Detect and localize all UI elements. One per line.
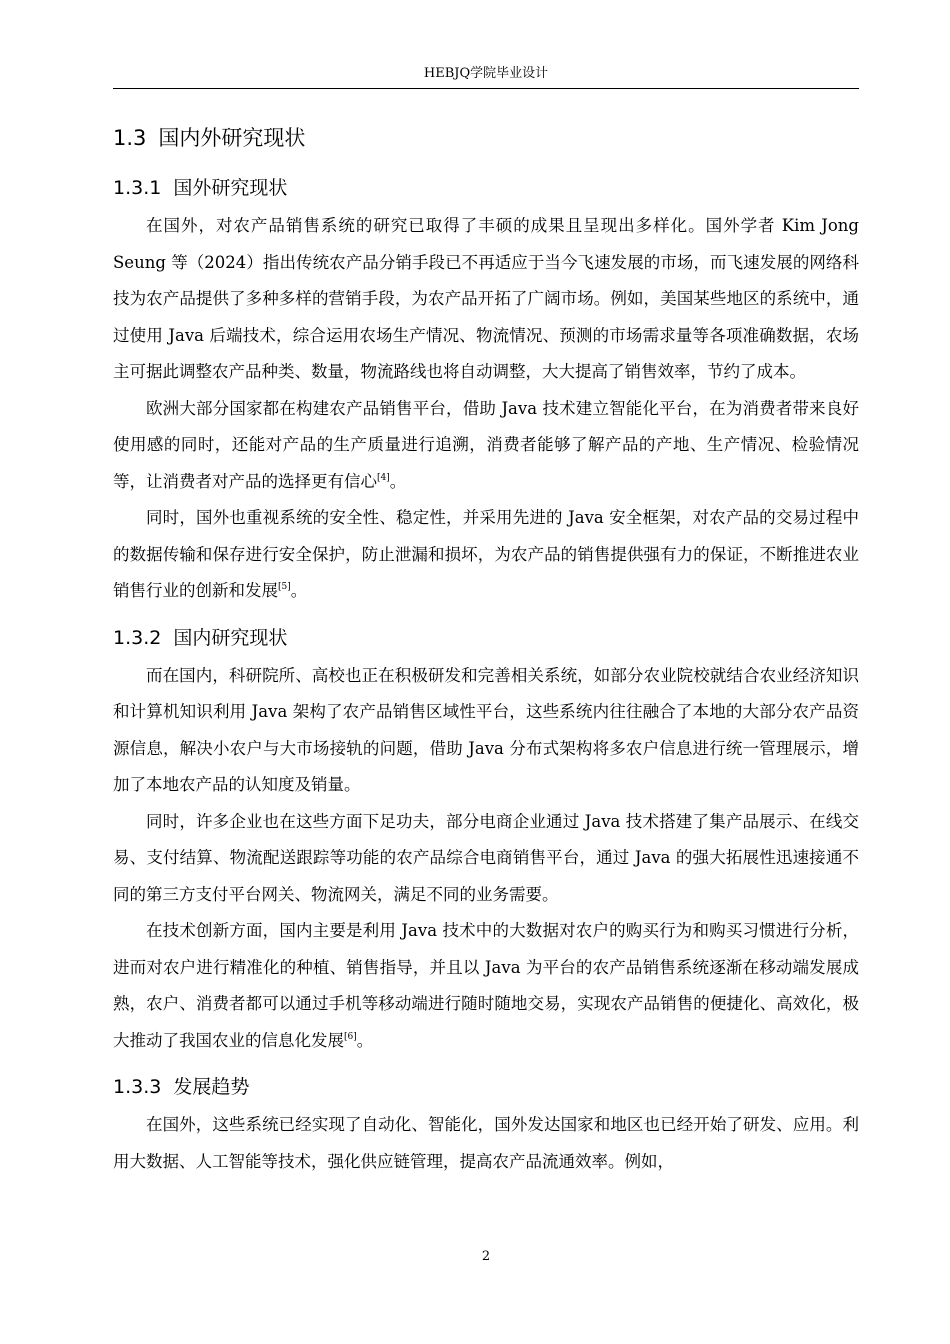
subsection-heading-foreign xyxy=(113,168,859,208)
document-body xyxy=(113,118,859,1180)
header-rule xyxy=(113,88,859,89)
subsection-number: 1.3.3 xyxy=(113,1076,162,1098)
citation-ref: [6] xyxy=(344,1031,357,1042)
paragraph-text: 同时，许多企业也在这些方面下足功夫，部分电商企业通过 Java 技术搭建了集产品展示、在线交易、支付结算、物流配送跟踪等功能的农产品综合电商销售平台，通过 Java 的强大拓展性迅速接通不同的第三方支付平台网关、物流网关，满足不同的业务需要。 xyxy=(113,811,859,904)
paragraph xyxy=(113,658,859,804)
section-heading xyxy=(113,118,859,158)
paragraph xyxy=(113,804,859,914)
paragraph-text: 同时，国外也重视系统的安全性、稳定性，并采用先进的 Java 安全框架，对农产品的交易过程中的数据传输和保存进行安全保护，防止泄漏和损坏，为农产品的销售提供强有力的保证，不断推进农业销售行业的创新和发展 xyxy=(113,508,859,600)
section-number: 1.3 xyxy=(113,126,147,150)
paragraph-tail: 。 xyxy=(356,1030,374,1050)
paragraph xyxy=(113,1107,859,1180)
paragraph xyxy=(113,208,859,391)
subsection-title: 国内研究现状 xyxy=(173,626,288,649)
paragraph xyxy=(113,391,859,501)
paragraph-text: 在国外，对农产品销售系统的研究已取得了丰硕的成果且呈现出多样化。国外学者 Kim Jong Seung 等（2024）指出传统农产品分销手段已不再适应于当今飞速发展的市场，而飞速发展的网络科技为农产品提供了多种多样的营销手段，为农产品开拓了广阔市场。例如，美国某些地区的系统中，通过使用 Java 后端技术，综合运用农场生产情况、物流情况、预测的市场需求量等各项准确数据，农场主可据此调整农产品种类、数量，物流路线也将自动调整，大大提高了销售效率，节约了成本。 xyxy=(113,216,859,381)
subsection-number: 1.3.1 xyxy=(113,177,162,199)
subsection-heading-domestic xyxy=(113,618,859,658)
paragraph-text: 而在国内，科研院所、高校也正在积极研发和完善相关系统，如部分农业院校就结合农业经济知识和计算机知识利用 Java 架构了农产品销售区域性平台，这些系统内往往融合了本地的大部分农产品资源信息，解决小农户与大市场接轨的问题，借助 Java 分布式架构将多农户信息进行统一管理展示，增加了本地农产品的认知度及销量。 xyxy=(113,665,859,794)
page-header: HEBJQ学院毕业设计 xyxy=(423,66,549,81)
citation-ref: [4] xyxy=(377,472,390,483)
subsection-title: 发展趋势 xyxy=(173,1076,250,1098)
paragraph-tail: 。 xyxy=(290,581,308,600)
section-title: 国内外研究现状 xyxy=(158,126,306,150)
paragraph xyxy=(113,500,859,610)
subsection-title: 国外研究现状 xyxy=(173,177,288,199)
subsection-number: 1.3.2 xyxy=(113,626,162,649)
citation-ref: [5] xyxy=(278,582,291,592)
paragraph-text: 欧洲大部分国家都在构建农产品销售平台，借助 Java 技术建立智能化平台，在为消费者带来良好使用感的同时，还能对产品的生产质量进行追溯，消费者能够了解产品的产地、生产情况、检验情况等，让消费者对产品的选择更有信心 xyxy=(113,398,859,491)
page-number: 2 xyxy=(481,1249,491,1264)
paragraph-text: 在技术创新方面，国内主要是利用 Java 技术中的大数据对农户的购买行为和购买习惯进行分析，进而对农户进行精准化的种植、销售指导，并且以 Java 为平台的农产品销售系统逐渐在移动端发展成熟，农户、消费者都可以通过手机等移动端进行随时随地交易，实现农产品销售的便捷化、高效化，极大推动了我国农业的信息化发展 xyxy=(113,921,859,1050)
subsection-heading-trends xyxy=(113,1067,859,1107)
paragraph-text: 在国外，这些系统已经实现了自动化、智能化，国外发达国家和地区也已经开始了研发、应用。利用大数据、人工智能等技术，强化供应链管理，提高农产品流通效率。例如， xyxy=(113,1115,859,1171)
paragraph xyxy=(113,913,859,1059)
paragraph-tail: 。 xyxy=(389,471,407,491)
